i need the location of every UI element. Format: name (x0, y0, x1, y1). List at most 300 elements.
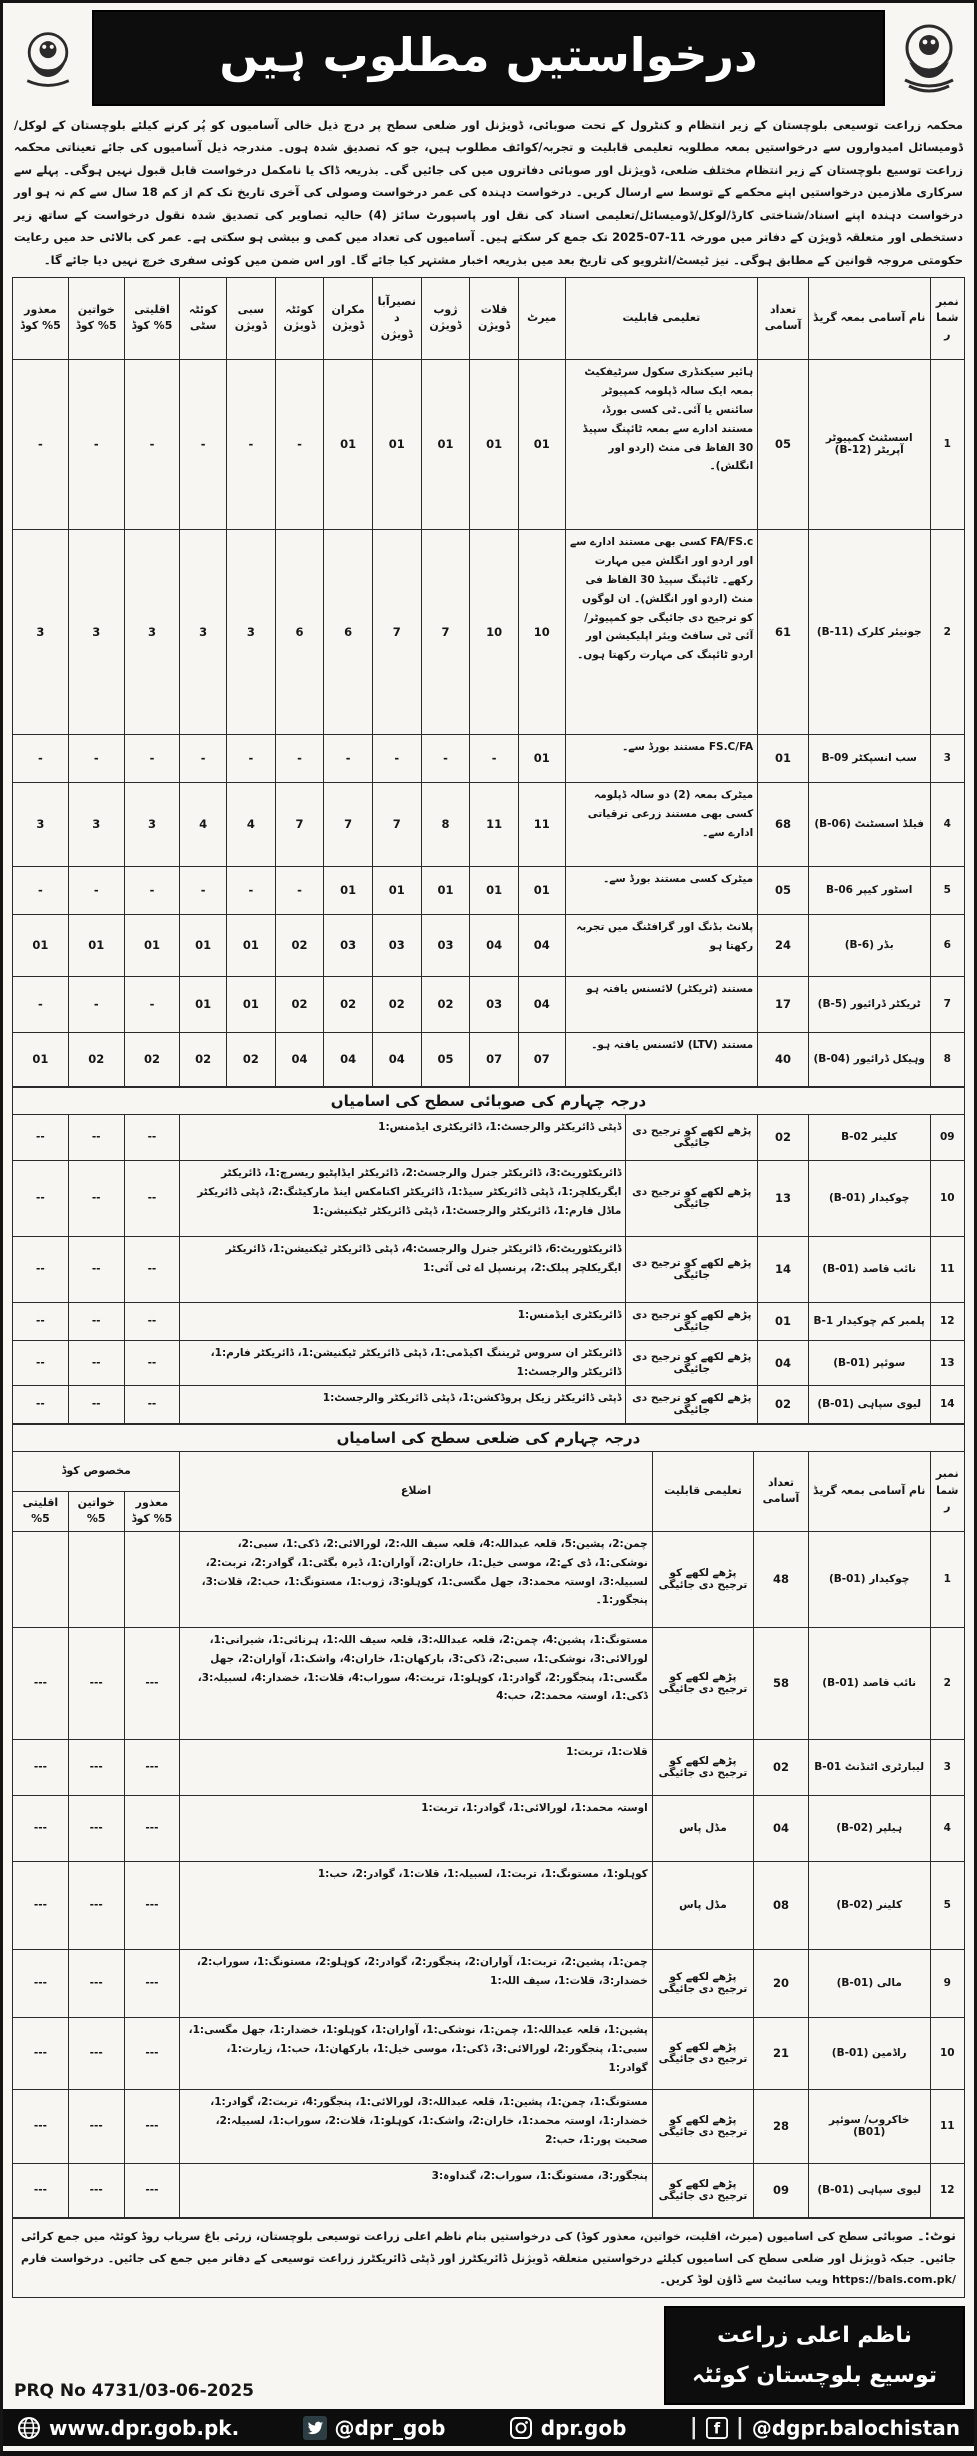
qalat-division-cell: 07 (470, 1032, 519, 1086)
column-header: اقلیتی 5% کوڈ (124, 277, 180, 359)
makran-division-cell: - (324, 734, 373, 782)
table-row (13, 1236, 965, 1302)
disabled-quota-cell: 3 (13, 529, 69, 734)
makran-division-cell: 03 (324, 914, 373, 976)
zhob-division-cell: 03 (421, 914, 470, 976)
zhob-division-cell: 01 (421, 866, 470, 914)
districts-allocation-cell: چمن:2، پشین:5، قلعہ عبداللہ:4، قلعہ سیف اللہ:2، لورالائی:2، ڈکی:1، سبی:2، نوشکی:1، ڈی کے:2، موسی خیل:1، خاران:2، آواران:1، ڈیرہ بگٹی:1، گوادر:2، تربت:2، لسبیلہ:3، اوستہ محمد:3، جھل مگسی:1، کوہلو:3، ژوب:1، مستونگ:1، حب:2، قلات:3، پنجگور:1۔ (180, 1531, 652, 1627)
disabled-quota-cell: --- (124, 2017, 180, 2089)
column-header: تعداد آسامی (754, 1451, 809, 1531)
districts-allocation-cell: اوستہ محمد:1، لورالائی:1، گوادر:1، تربت:1 (180, 1795, 652, 1861)
disabled-quota-cell: -- (13, 1385, 69, 1423)
government-crest-logo-left (12, 10, 84, 102)
post-name-cell: سب انسپکٹر B-09 (808, 734, 930, 782)
column-header: کوئٹہ سٹی (180, 277, 227, 359)
post-name-cell: چوکیدار (B-01) (808, 1160, 930, 1236)
disabled-quota-cell: - (13, 976, 69, 1032)
women-quota-cell: --- (68, 2089, 124, 2163)
sibi-division-cell: 01 (227, 914, 276, 976)
naseerabad-division-cell: - (372, 734, 421, 782)
sibi-division-cell: 02 (227, 1032, 276, 1086)
disabled-quota-cell: - (13, 866, 69, 914)
column-header: قلات ڈویژن (470, 277, 519, 359)
women-quota-cell: - (68, 734, 124, 782)
minority-quota-cell: --- (13, 1949, 69, 2017)
qualification-cell: ہائیر سیکنڈری سکول سرٹیفکیٹ بمعہ ایک سالہ ڈپلومہ کمپیوٹر سائنس یا آئی۔ٹی کسی بورڈ، مستند ادارے سے بمعہ ٹائپنگ سپیڈ 30 الفاظ فی منٹ (اردو اور انگلش)۔ (565, 359, 758, 529)
disabled-quota-cell: -- (13, 1340, 69, 1385)
quetta-city-cell: 02 (180, 1032, 227, 1086)
website-item (17, 2416, 239, 2440)
makran-division-cell: 04 (324, 1032, 373, 1086)
minority-quota-cell: 01 (124, 914, 180, 976)
minority-quota-cell: -- (124, 1236, 180, 1302)
instagram-icon (509, 2416, 533, 2440)
qalat-division-cell: 04 (470, 914, 519, 976)
serial-cell: 6 (930, 914, 964, 976)
post-name-cell: اسسٹنٹ کمپیوٹر آپریٹر (B-12) (808, 359, 930, 529)
disabled-quota-cell: --- (124, 1949, 180, 2017)
serial-cell: 9 (930, 1949, 964, 2017)
vacancy-count-cell: 58 (754, 1627, 809, 1739)
districts-allocation-cell: کوہلو:1، مستونگ:1، تربت:1، لسبیلہ:1، قلات:1، گوادر:2، حب:1 (180, 1861, 652, 1949)
post-name-cell: پلمبر کم چوکیدار B-1 (808, 1302, 930, 1340)
qualification-cell: FS.C/FA مستند بورڈ سے۔ (565, 734, 758, 782)
women-quota-cell (68, 1531, 124, 1627)
vacancy-count-cell: 21 (754, 2017, 809, 2089)
table-row (13, 2017, 965, 2089)
post-name-cell: نائب قاصد (B-01) (808, 1627, 930, 1739)
crest-icon (895, 18, 963, 102)
qualification-cell: پڑھے لکھے کو ترجیح دی جائیگی (626, 1160, 758, 1236)
post-name-cell: جونیئر کلرک (B-11) (808, 529, 930, 734)
qalat-division-cell: - (470, 734, 519, 782)
minority-quota-cell: --- (13, 2017, 69, 2089)
vacancy-count-cell: 48 (754, 1531, 809, 1627)
disabled-quota-cell: --- (124, 1739, 180, 1795)
provincial-vacancies-table (12, 1114, 965, 1424)
minority-quota-cell: --- (13, 1739, 69, 1795)
district-section-title: درجہ چہارم کی ضلعی سطح کی اسامیاں (12, 1424, 965, 1451)
naseerabad-division-cell: 01 (372, 359, 421, 529)
merit-cell: 11 (518, 782, 565, 866)
minority-quota-cell: --- (13, 1861, 69, 1949)
minority-quota-cell: --- (13, 1795, 69, 1861)
disabled-quota-cell: - (13, 359, 69, 529)
table-row (13, 782, 965, 866)
table-row (13, 1627, 965, 1739)
women-quota-cell: - (68, 976, 124, 1032)
social-footer-bar (3, 2409, 974, 2446)
qualification-cell: مستند (ٹریکٹر) لائسنس یافتہ ہو (565, 976, 758, 1032)
column-header: نام آسامی بمعہ گریڈ (808, 277, 930, 359)
minority-quota-cell: -- (124, 1114, 180, 1160)
twitter-handle[interactable]: @dpr_gob (334, 2415, 446, 2440)
signature-line2: توسیع بلوچستان کوئٹہ (691, 2362, 937, 2388)
sibi-division-cell: 3 (227, 529, 276, 734)
office-allocation-cell: ڈائریکٹوریٹ:3، ڈائریکٹر جنرل والرجسٹ:2، ڈائریکٹر ایڈاپٹیو ریسرچ:1، ڈائریکٹر ایگریکلچر:1، ڈپٹی ڈائریکٹر سیڈ:1، ڈائریکٹر اکنامکس اینڈ مارکیٹنگ:2، ڈپٹی ڈائریکٹر ماڈل فارم:1، ڈائریکٹر والرجسٹ:1، ڈپٹی ڈائریکٹر ٹیکنیشن:1 (180, 1160, 626, 1236)
facebook-item (690, 2415, 960, 2440)
prq-number: PRQ No 4731/03-06-2025 (14, 2381, 255, 2402)
facebook-handle[interactable]: @dgpr.balochistan (751, 2415, 960, 2440)
minority-quota-cell: 02 (124, 1032, 180, 1086)
provincial-vacancies-table (12, 1114, 965, 1424)
qualification-cell: میٹرک بمعہ (2) دو سالہ ڈپلومہ کسی بھی مستند زرعی ترقیاتی ادارے سے۔ (565, 782, 758, 866)
naseerabad-division-cell: 03 (372, 914, 421, 976)
post-name-cell: بڈر (B-6) (808, 914, 930, 976)
facebook-icon (706, 2417, 728, 2439)
vacancy-count-cell: 04 (758, 1340, 809, 1385)
table-row (13, 1531, 965, 1627)
vacancy-count-cell: 28 (754, 2089, 809, 2163)
women-quota-cell: 01 (68, 914, 124, 976)
masthead (12, 10, 965, 106)
table-row (13, 866, 965, 914)
qalat-division-cell: 01 (470, 359, 519, 529)
qualification-cell: پڑھے لکھے کو ترجیح دی جائیگی (652, 2089, 753, 2163)
women-quota-cell: -- (68, 1340, 124, 1385)
serial-cell: 10 (930, 1160, 964, 1236)
column-header: نام آسامی بمعہ گریڈ (808, 1451, 930, 1531)
minority-quota-cell: -- (124, 1160, 180, 1236)
qualification-cell: میٹرک کسی مستند بورڈ سے۔ (565, 866, 758, 914)
merit-cell: 04 (518, 976, 565, 1032)
women-quota-cell: -- (68, 1114, 124, 1160)
serial-cell: 11 (930, 2089, 964, 2163)
vacancy-count-cell: 13 (758, 1160, 809, 1236)
table-row (13, 1385, 965, 1423)
serial-cell: 5 (930, 1861, 964, 1949)
table-row (13, 914, 965, 976)
zhob-division-cell: 8 (421, 782, 470, 866)
sibi-division-cell: 01 (227, 976, 276, 1032)
vacancy-count-cell: 61 (758, 529, 809, 734)
serial-cell: 4 (930, 1795, 964, 1861)
quetta-city-cell: - (180, 359, 227, 529)
serial-cell: 3 (930, 734, 964, 782)
qualification-cell: FA/FS.c کسی بھی مستند ادارے سے اور اردو اور انگلش میں مہارت رکھے۔ ٹائپنگ سپیڈ 30 الفاظ فی منٹ (اردو اور انگلش)۔ ان لوگوں کو ترجیح دی جائیگی جو کمپیوٹر/آئی ٹی سافٹ ویئر اپلیکیشن اور اردو ٹائپنگ کی مہارت رکھتا ہوں۔ (565, 529, 758, 734)
serial-cell: 2 (930, 1627, 964, 1739)
table-row (13, 529, 965, 734)
post-name-cell: لیوی سپاہی (B-01) (808, 2163, 930, 2217)
minority-quota-cell: - (124, 866, 180, 914)
naseerabad-division-cell: 7 (372, 782, 421, 866)
serial-cell: 1 (930, 1531, 964, 1627)
merit-cell: 01 (518, 359, 565, 529)
column-header: اقلیتی 5% (13, 1491, 69, 1531)
qualification-cell: پڑھے لکھے کو ترجیح دی جائیگی (626, 1302, 758, 1340)
qualification-cell: مڈل پاس (652, 1795, 753, 1861)
minority-quota-cell: -- (124, 1385, 180, 1423)
districts-allocation-cell: قلات:1، تربت:1 (180, 1739, 652, 1795)
table-row (13, 1949, 965, 2017)
vacancy-count-cell: 01 (758, 1302, 809, 1340)
post-name-cell: نائب قاصد (B-01) (808, 1236, 930, 1302)
qualification-cell: پڑھے لکھے کو ترجیح دی جائیگی (626, 1385, 758, 1423)
main-vacancies-table (12, 277, 965, 1087)
column-header: اضلاع (180, 1451, 652, 1531)
naseerabad-division-cell: 7 (372, 529, 421, 734)
minority-quota-cell: 3 (124, 782, 180, 866)
merit-cell: 01 (518, 866, 565, 914)
women-quota-cell: -- (68, 1302, 124, 1340)
post-name-cell: مالی (B-01) (808, 1949, 930, 2017)
women-quota-cell: --- (68, 2017, 124, 2089)
vacancy-count-cell: 02 (758, 1385, 809, 1423)
table-row (13, 1302, 965, 1340)
women-quota-cell: 02 (68, 1032, 124, 1086)
district-vacancies-table (12, 1451, 965, 2218)
table-row (13, 976, 965, 1032)
makran-division-cell: 01 (324, 866, 373, 914)
quetta-division-cell: 7 (275, 782, 324, 866)
post-name-cell: سوئپر (B-01) (808, 1340, 930, 1385)
note-paragraph (12, 2218, 965, 2298)
serial-cell: 12 (930, 2163, 964, 2217)
post-name-cell: اسٹور کیپر B-06 (808, 866, 930, 914)
table-row (13, 1340, 965, 1385)
serial-cell: 1 (930, 359, 964, 529)
post-name-cell: کلینر (B-02) (808, 1861, 930, 1949)
minority-quota-cell: - (124, 734, 180, 782)
post-name-cell: کلینر B-02 (808, 1114, 930, 1160)
serial-cell: 4 (930, 782, 964, 866)
vacancy-count-cell: 40 (758, 1032, 809, 1086)
post-name-cell: ٹریکٹر ڈرائیور (B-5) (808, 976, 930, 1032)
note-text: صوبائی سطح کی اسامیوں (میرٹ، اقلیت، خواتین، معذور کوڈ) کی درخواستیں بنام ناظم اعلی زراعت توسیعی بلوچستان، زرئی باغ سریاب روڈ کوئٹہ میں جمع کرائی جائیں۔ جبکہ ڈویژنل اور ضلعی سطح کی اسامیوں کیلئے درخواستیں متعلقہ ڈویژنل ڈائریکٹرز اور ڈپٹی ڈائریکٹرز زراعت توسیعی کے دفاتر میں جمع کی جائیں۔ درخواست فارم (21, 2229, 956, 2266)
quetta-city-cell: - (180, 734, 227, 782)
qualification-cell: پڑھے لکھے کو ترجیح دی جائیگی (652, 1531, 753, 1627)
women-quota-cell: 3 (68, 529, 124, 734)
column-header: نمبر شمار (930, 277, 964, 359)
office-allocation-cell: ڈپٹی ڈائریکٹر والرجسٹ:1، ڈائریکٹری ایڈمنس:1 (180, 1114, 626, 1160)
zhob-division-cell: 01 (421, 359, 470, 529)
minority-quota-cell: - (124, 976, 180, 1032)
separator: | (689, 2415, 698, 2441)
globe-icon (17, 2416, 41, 2440)
qalat-division-cell: 11 (470, 782, 519, 866)
minority-quota-cell: - (124, 359, 180, 529)
zhob-division-cell: 7 (421, 529, 470, 734)
disabled-quota-cell: - (13, 734, 69, 782)
twitter-icon (303, 2416, 327, 2440)
post-name-cell: ہیلپر (B-02) (808, 1795, 930, 1861)
serial-cell: 2 (930, 529, 964, 734)
column-header: میرٹ (518, 277, 565, 359)
women-quota-cell: --- (68, 1949, 124, 2017)
column-header: معذور 5% کوڈ (124, 1491, 180, 1531)
office-allocation-cell: ڈائریکٹوریٹ:6، ڈائریکٹر جنرل والرجسٹ:4، ڈپٹی ڈائریکٹر ٹیکنیشن:1، ڈائریکٹر ایگریکلچر پبلک:2، پرنسپل اے ٹی آئی:1 (180, 1236, 626, 1302)
quetta-division-cell: 6 (275, 529, 324, 734)
post-name-cell: خاکروب/ سوئپر (B01) (808, 2089, 930, 2163)
column-header: مکران ڈویژن (324, 277, 373, 359)
makran-division-cell: 7 (324, 782, 373, 866)
serial-cell: 10 (930, 2017, 964, 2089)
serial-cell: 8 (930, 1032, 964, 1086)
quetta-division-cell: - (275, 866, 324, 914)
column-header: سبی ڈویژن (227, 277, 276, 359)
serial-cell: 7 (930, 976, 964, 1032)
serial-cell: 5 (930, 866, 964, 914)
disabled-quota-cell: --- (124, 2163, 180, 2217)
minority-quota-cell (13, 1531, 69, 1627)
application-form-link[interactable]: https://bals.com.pk/ (832, 2273, 956, 2287)
disabled-quota-cell: -- (13, 1236, 69, 1302)
disabled-quota-cell: --- (124, 1795, 180, 1861)
qualification-cell: پڑھے لکھے کو ترجیح دی جائیگی (652, 1949, 753, 2017)
qualification-cell: پڑھے لکھے کو ترجیح دی جائیگی (626, 1236, 758, 1302)
vacancy-count-cell: 08 (754, 1861, 809, 1949)
zhob-division-cell: - (421, 734, 470, 782)
women-quota-cell: 3 (68, 782, 124, 866)
vacancy-count-cell: 09 (754, 2163, 809, 2217)
minority-quota-cell: 3 (124, 529, 180, 734)
women-quota-cell: --- (68, 1739, 124, 1795)
vacancy-count-cell: 17 (758, 976, 809, 1032)
office-allocation-cell: ڈپٹی ڈائریکٹر زیکل پروڈکشن:1، ڈپٹی ڈائریکٹر والرجسٹ:1 (180, 1385, 626, 1423)
zhob-division-cell: 02 (421, 976, 470, 1032)
post-name-cell: چوکیدار (B-01) (808, 1531, 930, 1627)
separator: | (735, 2415, 744, 2441)
sibi-division-cell: - (227, 866, 276, 914)
bottom-rule (3, 2449, 974, 2453)
quetta-division-cell: - (275, 359, 324, 529)
column-header: کوئٹہ ڈویژن (275, 277, 324, 359)
serial-cell: 3 (930, 1739, 964, 1795)
column-header: تعلیمی قابلیت (565, 277, 758, 359)
disabled-quota-cell: --- (124, 1627, 180, 1739)
header-row (13, 277, 965, 359)
qualification-cell: پڑھے لکھے کو ترجیح دی جائیگی (626, 1114, 758, 1160)
women-quota-cell: -- (68, 1385, 124, 1423)
quetta-city-cell: - (180, 866, 227, 914)
table-row (13, 1795, 965, 1861)
office-allocation-cell: ڈائریکٹر ان سروس ٹریننگ اکیڈمی:1، ڈپٹی ڈائریکٹر ٹیکنیشن:1، ڈائریکٹر فارم:1، ڈائریکٹر والرجسٹ:1 (180, 1340, 626, 1385)
quetta-division-cell: 04 (275, 1032, 324, 1086)
website-url[interactable]: www.dpr.gob.pk. (49, 2415, 240, 2440)
quetta-city-cell: 01 (180, 976, 227, 1032)
government-crest-logo-right (893, 10, 965, 102)
zhob-division-cell: 05 (421, 1032, 470, 1086)
provincial-section-title: درجہ چہارم کی صوبائی سطح کی اسامیاں (12, 1087, 965, 1114)
qualification-cell: پڑھے لکھے کو ترجیح دی جائیگی (652, 2017, 753, 2089)
vacancy-count-cell: 05 (758, 866, 809, 914)
vacancy-count-cell: 04 (754, 1795, 809, 1861)
column-header: تعداد آسامی (758, 277, 809, 359)
table-row (13, 2089, 965, 2163)
qalat-division-cell: 01 (470, 866, 519, 914)
column-header: نصیرآباد ڈویژن (372, 277, 421, 359)
column-header: تعلیمی قابلیت (652, 1451, 753, 1531)
column-header: خواتین 5% کوڈ (68, 277, 124, 359)
post-name-cell: وہیکل ڈرائیور (B-04) (808, 1032, 930, 1086)
women-quota-cell: - (68, 866, 124, 914)
main-vacancies-table (12, 277, 965, 1087)
minority-quota-cell: --- (13, 1627, 69, 1739)
vacancy-count-cell: 02 (758, 1114, 809, 1160)
vacancy-count-cell: 05 (758, 359, 809, 529)
districts-allocation-cell: چمن:1، پشین:2، تربت:1، آواران:2، پنجگور:2، گوادر:2، کوہلو:2، مستونگ:1، سوراب:2، خضدار:3، قلات:1، سیف اللہ:1 (180, 1949, 652, 2017)
makran-division-cell: 01 (324, 359, 373, 529)
women-quota-cell: --- (68, 1861, 124, 1949)
column-header: خواتین 5% (68, 1491, 124, 1531)
header-row (13, 1451, 965, 1491)
intro-paragraph: محکمہ زراعت توسیعی بلوچستان کے زیر انتظام و کنٹرول کے تحت صوبائی، ڈویژنل اور ضلعی سطح پر درج ذیل خالی آسامیوں کو پُر کرنے کیلئے بلوچستان کے لوکل/ڈومیسائل امیدواروں سے درخواستیں بمعہ مطلوبہ تعلیمی قابلیت و تجربہ/کوائف مطلوب ہیں، جو کہ تصدیق شدہ ہوں۔ مندرجہ ذیل آسامیوں کی جائے تعیناتی محکمہ زراعت توسیع بلوچستان کے زیر انتظام مختلف ضلعی، ڈویژنل اور صوبائی دفاتروں میں کی جائیں گی۔ بذریعہ ڈاک یا نامکمل درخواست قابل قبول نہیں ہوگی۔ پہلے سے سرکاری ملازمین درخواستیں اپنے محکمے کے توسط سے ارسال کریں۔ درخواست دہندہ کی عمر درخواست وصولی کی آخری تاریخ تک کم از کم 18 سال سے کم نہ ہو اور درخواست دہندہ اپنے اسناد/شناختی کارڈ/لوکل/ڈومیسائل/تعلیمی اسناد کی نقل اور پاسپورٹ سائز (4) حالیہ تصاویر کی تصدیق شدہ نقول درخواست کے ساتھ زیر دستخطی اور متعلقہ ڈویژن کے دفاتر میں مورخہ 11-07-2025 تک جمع کر سکتے ہیں۔ آسامیوں کی تعداد میں کمی و بیشی ہو سکتی ہے۔ عمر کی بالائی حد میں رعایت حکومتی مروجہ قوانین کے مطابق ہوگی۔ نیز ٹیسٹ/انٹرویو کی تاریخ بعد میں بذریعہ اخبار مشتہر کیا جائے گا۔ اور اس ضمن میں کوئی سفری خرچ نہیں دیا جائے گا۔ (14, 118, 963, 267)
minority-quota-cell: -- (124, 1340, 180, 1385)
quetta-division-cell: 02 (275, 914, 324, 976)
column-header: نمبر شمار (930, 1451, 964, 1531)
naseerabad-division-cell: 04 (372, 1032, 421, 1086)
column-header: مخصوص کوڈ (13, 1451, 180, 1491)
districts-allocation-cell: مستونگ:1، پشین:4، چمن:2، قلعہ عبداللہ:3، قلعہ سیف اللہ:1، ہرنائی:1، شیرانی:1، لورالائی:3، نوشکی:1، سبی:2، ڈکی:3، بارکھان:1، خاران:4، واشک:1، آواران:2، جھل مگسی:1، پنجگور:2، گوادر:1، کوہلو:1، تربت:4، سوراب:4، قلات:1، خضدار:4، لسبیلہ:3، ڈکی:1، اوستہ محمد:2، حب:4 (180, 1627, 652, 1739)
column-header: ژوب ڈویژن (421, 277, 470, 359)
disabled-quota-cell: -- (13, 1160, 69, 1236)
instagram-handle[interactable]: dpr.gob (540, 2415, 627, 2440)
merit-cell: 07 (518, 1032, 565, 1086)
qualification-cell: مڈل پاس (652, 1861, 753, 1949)
districts-allocation-cell: مستونگ:1، چمن:1، پشین:1، قلعہ عبداللہ:3، لورالائی:1، پنجگور:4، تربت:2، گوادر:1، خضدار:1، اوستہ محمد:1، خاران:2، واشک:1، کوہلو:1، قلات:2، سوراب:1، لسبیلہ:2، صحبت پور:1، حب:2 (180, 2089, 652, 2163)
sibi-division-cell: 4 (227, 782, 276, 866)
vacancy-count-cell: 24 (758, 914, 809, 976)
post-name-cell: راڈمین (B-01) (808, 2017, 930, 2089)
women-quota-cell: --- (68, 2163, 124, 2217)
makran-division-cell: 02 (324, 976, 373, 1032)
qalat-division-cell: 10 (470, 529, 519, 734)
qualification-cell: پڑھے لکھے کو ترجیح دی جائیگی (626, 1340, 758, 1385)
note-label: نوٹ:۔ (917, 2228, 956, 2244)
merit-cell: 04 (518, 914, 565, 976)
vacancy-count-cell: 68 (758, 782, 809, 866)
naseerabad-division-cell: 01 (372, 866, 421, 914)
table-row (13, 1739, 965, 1795)
post-name-cell: فیلڈ اسسٹنٹ (B-06) (808, 782, 930, 866)
women-quota-cell: --- (68, 1627, 124, 1739)
serial-cell: 11 (930, 1236, 964, 1302)
merit-cell: 01 (518, 734, 565, 782)
vacancy-count-cell: 02 (754, 1739, 809, 1795)
disabled-quota-cell: --- (124, 1861, 180, 1949)
merit-cell: 10 (518, 529, 565, 734)
column-header: معذور 5% کوڈ (13, 277, 69, 359)
signature-box (664, 2306, 965, 2405)
serial-cell: 13 (930, 1340, 964, 1385)
note-text-after-link: ویب سائیٹ سے ڈاؤن لوڈ کریں۔ (659, 2273, 829, 2287)
table-row (13, 1032, 965, 1086)
women-quota-cell: -- (68, 1160, 124, 1236)
naseerabad-division-cell: 02 (372, 976, 421, 1032)
table-row (13, 1861, 965, 1949)
women-quota-cell: - (68, 359, 124, 529)
vacancy-count-cell: 14 (758, 1236, 809, 1302)
post-name-cell: لیوی سپاہی (B-01) (808, 1385, 930, 1423)
minority-quota-cell: --- (13, 2163, 69, 2217)
instagram-item (509, 2416, 627, 2440)
qualification-cell: پڑھے لکھے کو ترجیح دی جائیگی (652, 1627, 753, 1739)
qualification-cell: پلانٹ بڈنگ اور گرافٹنگ میں تجربہ رکھتا ہو (565, 914, 758, 976)
serial-cell: 12 (930, 1302, 964, 1340)
disabled-quota-cell: --- (124, 2089, 180, 2163)
minority-quota-cell: --- (13, 2089, 69, 2163)
quetta-city-cell: 01 (180, 914, 227, 976)
quetta-city-cell: 4 (180, 782, 227, 866)
women-quota-cell: -- (68, 1236, 124, 1302)
disabled-quota-cell (124, 1531, 180, 1627)
disabled-quota-cell: -- (13, 1302, 69, 1340)
minority-quota-cell: -- (124, 1302, 180, 1340)
serial-cell: 09 (930, 1114, 964, 1160)
sibi-division-cell: - (227, 734, 276, 782)
disabled-quota-cell: -- (13, 1114, 69, 1160)
post-name-cell: لیبارٹری اٹنڈنٹ B-01 (808, 1739, 930, 1795)
